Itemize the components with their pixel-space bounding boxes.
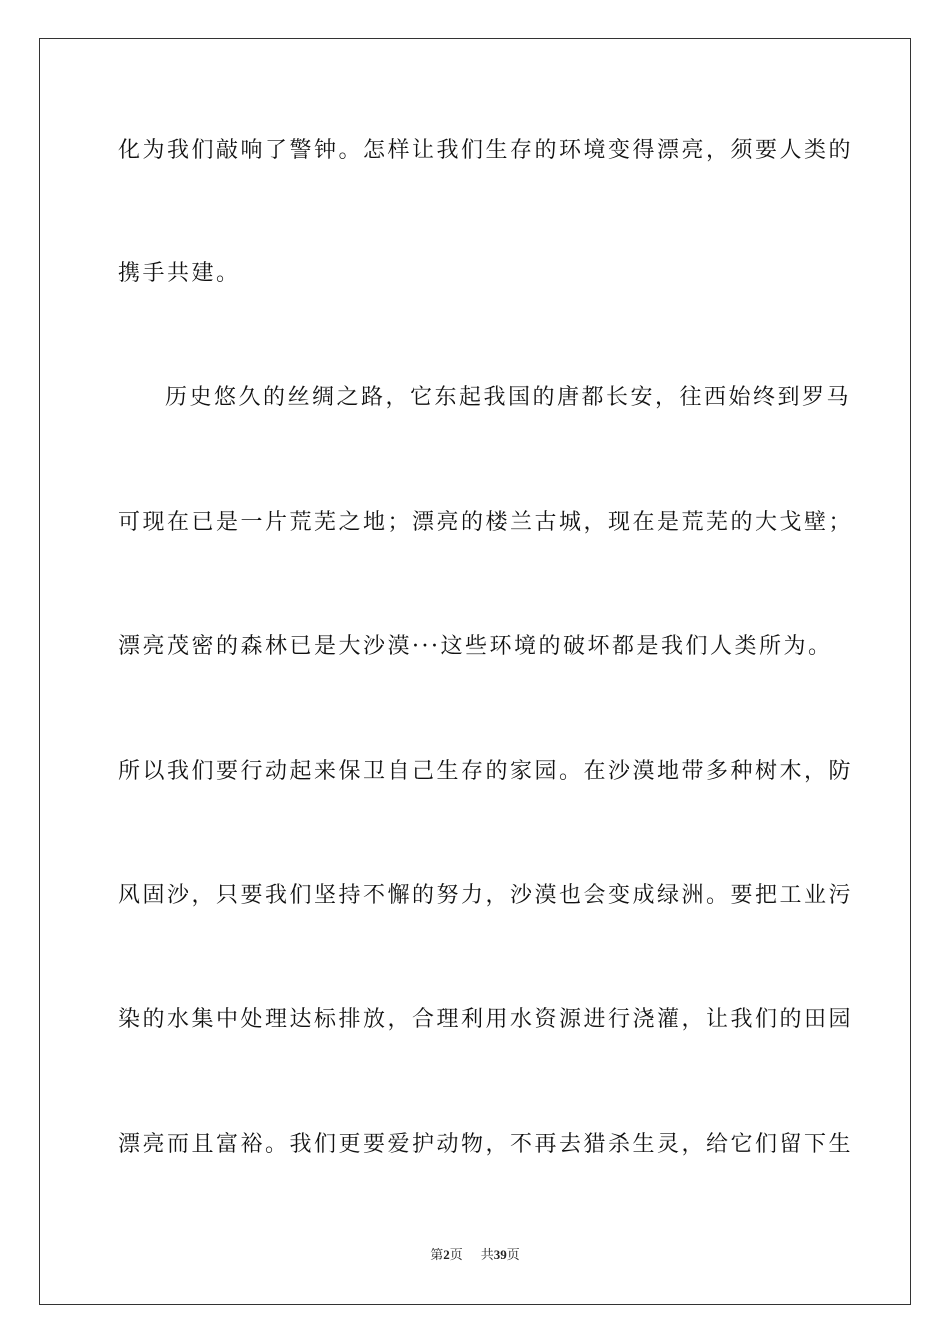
body-text-line: 可现在已是一片荒芜之地；漂亮的楼兰古城，现在是荒芜的大戈壁； (118, 510, 854, 535)
body-text-line: 风固沙，只要我们坚持不懈的努力，沙漠也会变成绿洲。要把工业污 (118, 883, 854, 908)
body-text-line: 漂亮茂密的森林已是大沙漠···这些环境的破坏都是我们人类所为。 (118, 634, 833, 659)
body-text-line: 携手共建。 (118, 261, 241, 286)
body-text-line: 所以我们要行动起来保卫自己生存的家园。在沙漠地带多种树木，防 (118, 759, 854, 784)
body-text-line: 漂亮而且富裕。我们更要爱护动物，不再去猎杀生灵，给它们留下生 (118, 1132, 854, 1157)
paragraph-first-line: 历史悠久的丝绸之路，它东起我国的唐都长安，往西始终到罗马 (165, 385, 852, 410)
page-footer (0, 1246, 950, 1265)
body-text-line: 化为我们敲响了警钟。怎样让我们生存的环境变得漂亮，须要人类的 (118, 138, 854, 163)
page-border (39, 38, 911, 1305)
page-number: 第2页 (430, 1247, 463, 1263)
page-total: 共39页 (480, 1247, 520, 1263)
body-text-line: 染的水集中处理达标排放，合理利用水资源进行浇灌，让我们的田园 (118, 1007, 854, 1032)
